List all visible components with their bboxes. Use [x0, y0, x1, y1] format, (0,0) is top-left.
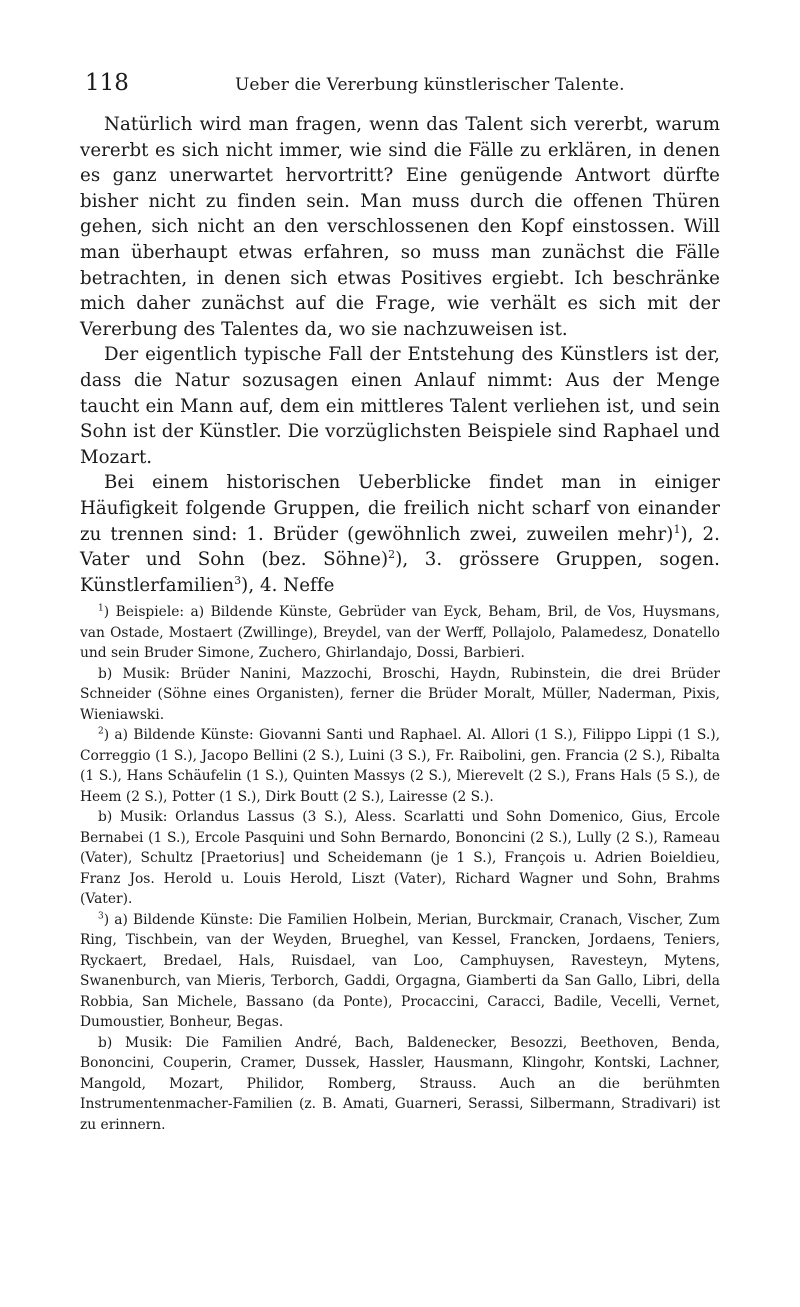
paragraph-1: Natürlich wird man fragen, wenn das Talent sich vererbt, warum vererbt es sich nicht immer, wie sind die Fälle zu erklären, in denen es ganz unerwartet hervortritt? Eine genügende Antwort dürfte bisher nicht zu finden sein. Man muss durch die offenen Thüren gehen, sich nicht an den verschlossenen den Kopf einstossen. Will man überhaupt etwas erfahren, so muss man zunächst die Fälle betrachten, in denen sich etwas Positives ergiebt. Ich beschränke mich daher zunächst auf die Frage, wie verhält es sich mit der Vererbung des Talentes da, wo sie nachzuweisen ist. [80, 114, 720, 340]
paragraph-3-text-a: Bei einem historischen Ueberblicke findet man in einiger Häufigkeit folgende Gruppen, die freilich nicht scharf von einander zu trennen sind: 1. Brüder (gewöhnlich zwei, zuweilen mehr) [80, 472, 720, 545]
footnote-2: $^2$) a) Bildende Künste: Giovanni Santi und Raphael. Al. Allori (1 S.), Filippo Lippi (1 S.), Correggio (1 S.), Jacopo Bellini (2 S.), Luini (3 S.), Fr. Raibolini, gen. Francia (2 S.), Ribalta (1 S.), Hans Schäufelin (1 S.), Quinten Massys (2 S.), Mierevelt (2 S.), Frans Hals (5 S.), de Heem (2 S.), Potter (1 S.), Dirk Boutt (2 S.), Lairesse (2 S.). [80, 726, 720, 805]
footnotes [80, 602, 720, 1135]
paragraph-3: Bei einem historischen Ueberblicke findet man in einiger Häufigkeit folgende Gruppen, die freilich nicht scharf von einander zu trennen sind: 1. Brüder (gewöhnlich zwei, zuweilen mehr)$^1$), 2. Vater und Sohn (bez. Söhne)$^2$), 3. grössere Gruppen, sogen. Künstlerfamilien$^3$), 4. Neffe [80, 472, 720, 596]
footnote-ref-3: 3 [234, 573, 242, 587]
main-text [80, 112, 720, 598]
page-header [80, 70, 720, 96]
page-number: 118 [85, 70, 129, 96]
paragraph-3-text-b: , 2. Vater und Sohn (bez. Söhne) [80, 523, 720, 571]
footnote-3-text-a: a) Bildende Künste: Die Familien Holbein, Merian, Burckmair, Cranach, Vischer, Zum Ring, Tischbein, van der Weyden, Brueghel, van Kessel, Francken, Jordaens, Teniers, Ryckaert, Bredael, Hals, Ruisdael, van Loo, Camphuysen, Ravesteyn, Mytens, Swanenburch, van Mieris, Terborch, Gaddi, Orgagna, Giamberti da San Gallo, Libri, della Robbia, San Michele, Bassano (da Ponte), Procaccini, Caracci, Badile, Vecelli, Vernet, Dumoustier, Bonheur, Begas. [80, 911, 720, 1031]
footnote-2-marker: 2 [98, 726, 104, 737]
footnote-ref-2: 2 [388, 548, 396, 562]
footnote-1-marker: 1 [98, 603, 104, 614]
running-title: Ueber die Vererbung künstlerischer Talente. [235, 75, 625, 95]
footnote-2-text-a: a) Bildende Künste: Giovanni Santi und Raphael. Al. Allori (1 S.), Filippo Lippi (1 S.), Correggio (1 S.), Jacopo Bellini (2 S.), Luini (3 S.), Fr. Raibolini, gen. Francia (2 S.), Ribalta (1 S.), Hans Schäufelin (1 S.), Quinten Massys (2 S.), Mierevelt (2 S.), Frans Hals (5 S.), de Heem (2 S.), Potter (1 S.), Dirk Boutt (2 S.), Lairesse (2 S.). [80, 727, 720, 805]
footnote-1: $^1$) Beispiele: a) Bildende Künste, Gebrüder van Eyck, Beham, Bril, de Vos, Huysmans, van Ostade, Mostaert (Zwillinge), Breydel, van der Werff, Pollajolo, Palamedesz, Donatello und sein Bruder Simone, Zuchero, Ghirlandajo, Dossi, Barbieri. [80, 603, 720, 662]
paragraph-3-text-c: , 3. grössere Gruppen, sogen. Künstlerfamilien [80, 549, 720, 596]
footnote-2-b: b) Musik: Orlandus Lassus (3 S.), Aless. Scarlatti und Sohn Domenico, Gius, Ercole Bernabei (1 S.), Ercole Pasquini und Sohn Bernardo, Bononcini (2 S.), Lully (2 S.), Rameau (Vater), Schultz [Praetorius] und Scheidemann (je 1 S.), François u. Adrien Boieldieu, Franz Jos. Herold u. Louis Herold, Liszt (Vater), Richard Wagner und Sohn, Brahms (Vater). [80, 809, 720, 908]
footnote-3-marker: 3 [98, 911, 104, 922]
paragraph-3-text-d: , 4. Neffe [248, 574, 335, 596]
book-page [80, 70, 720, 1135]
paragraph-2: Der eigentlich typische Fall der Entstehung des Künstlers ist der, dass die Natur sozusagen einen Anlauf nimmt: Aus der Menge taucht ein Mann auf, dem ein mittleres Talent verliehen ist, und sein Sohn ist der Künstler. Die vorzüglichsten Beispiele sind Raphael und Mozart. [80, 344, 720, 468]
footnote-3: $^3$) a) Bildende Künste: Die Familien Holbein, Merian, Burckmair, Cranach, Vischer, Zum Ring, Tischbein, van der Weyden, Brueghel, van Kessel, Francken, Jordaens, Teniers, Ryckaert, Bredael, Hals, Ruisdael, van Loo, Camphuysen, Ravesteyn, Mytens, Swanenburch, van Mieris, Terborch, Gaddi, Orgagna, Giamberti da San Gallo, Libri, della Robbia, San Michele, Bassano (da Ponte), Procaccini, Caracci, Badile, Vecelli, Vernet, Dumoustier, Bonheur, Begas. [80, 911, 720, 1031]
footnote-3-b: b) Musik: Die Familien André, Bach, Baldenecker, Besozzi, Beethoven, Benda, Bononcini, Couperin, Cramer, Dussek, Hassler, Hausmann, Klingohr, Kontski, Lachner, Mangold, Mozart, Philidor, Romberg, Strauss. Auch an die berühmten Instrumentenmacher-Familien (z. B. Amati, Guarneri, Serassi, Silbermann, Stradivari) ist zu erinnern. [80, 1034, 720, 1133]
footnote-1-text-a: Beispiele: a) Bildende Künste, Gebrüder van Eyck, Beham, Bril, de Vos, Huysmans, van Ostade, Mostaert (Zwillinge), Breydel, van der Werff, Pollajolo, Palamedesz, Donatello und sein Bruder Simone, Zuchero, Ghirlandajo, Dossi, Barbieri. [80, 604, 720, 662]
footnote-1-b: b) Musik: Brüder Nanini, Mazzochi, Broschi, Haydn, Rubinstein, die drei Brüder Schneider (Söhne eines Organisten), ferner die Brüder Moralt, Müller, Naderman, Pixis, Wieniawski. [80, 665, 720, 723]
footnote-ref-1: 1 [673, 522, 681, 536]
